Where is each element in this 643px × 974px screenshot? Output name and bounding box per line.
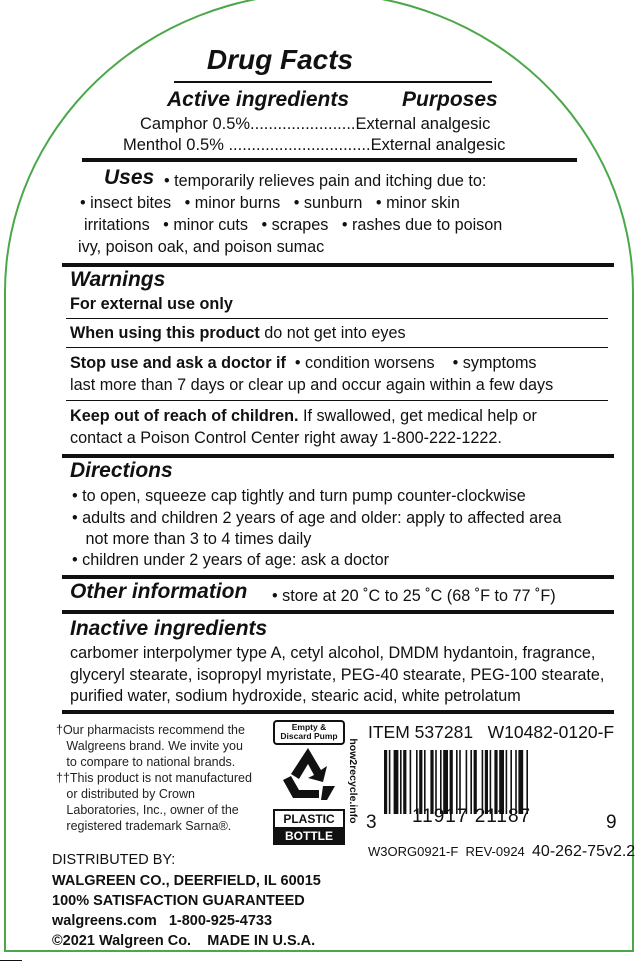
footnote-line: Laboratories, Inc., owner of the [56,803,239,817]
stop-use-text: • condition worsens • symptoms [285,354,537,372]
facts-bottom-rule [62,710,614,714]
purposes-heading: Purposes [402,88,498,111]
footnote-block [56,722,252,834]
footnote-line: to compare to national brands. [56,755,236,769]
stop-use-line-1 [70,353,537,375]
empty-discard-pump-box [273,720,345,745]
directions-top-rule [62,454,614,458]
warnings-heading: Warnings [70,268,166,291]
footnote-line: or distributed by Crown [56,787,195,801]
barcode-left-digit: 3 [366,812,377,833]
when-using-text: do not get into eyes [259,324,406,342]
inactive-heading: Inactive ingredients [70,617,268,640]
item-number: ITEM 537281 W10482-0120-F [368,722,615,742]
footnote-line: Walgreens brand. We invite you [56,739,243,753]
other-info-text: • store at 20 ˚C to 25 ˚C (68 ˚F to 77 ˚F) [272,587,556,605]
footnote-line: †Our pharmacists recommend the [56,723,245,737]
warnings-divider-3 [66,400,608,401]
stop-use-bold: Stop use and ask a doctor if [70,354,286,372]
discard-pump-label: Discard Pump [280,731,338,741]
cut-mark [0,960,22,961]
directions-line-2: • adults and children 2 years of age and older: apply to affected area [72,509,562,527]
keep-out-text: If swallowed, get medical help or [298,407,537,425]
uses-line-1: • temporarily relieves pain and itching due to: [164,172,487,190]
distributor-line-3: walgreens.com 1-800-925-4733 [52,913,273,929]
title-rule [174,81,492,83]
footnote-line: ††This product is not manufactured [56,771,252,785]
inactive-top-rule [62,610,614,614]
distributed-by-label: DISTRIBUTED BY: [52,852,176,868]
when-using [70,323,406,345]
keep-out-line-2: contact a Poison Control Center right away 1-800-222-1222. [70,429,502,447]
barcode-icon [384,750,598,814]
distributor-line-1: WALGREEN CO., DEERFIELD, IL 60015 [52,873,321,889]
uses-top-rule [82,158,577,162]
other-info-top-rule [62,575,614,579]
distributor-line-2: 100% SATISFACTION GUARANTEED [52,893,305,909]
recycle-icon [277,746,339,804]
keep-out-bold: Keep out of reach of children. [70,407,299,425]
uses-line-4: ivy, poison oak, and poison sumac [78,238,325,256]
bottle-label: BOTTLE [273,827,345,845]
external-use: For external use only [70,295,233,313]
how2recycle-text: how2recycle.info [347,738,359,824]
active-line-camphor: Camphor 0.5%.......................External analgesic [140,115,491,133]
inactive-line-2: glyceryl stearate, isopropyl myristate, PEG-40 stearate, PEG-100 stearate, [70,666,605,684]
directions-line-3: not more than 3 to 4 times daily [72,530,312,548]
empty-label: Empty & [291,722,327,732]
inactive-line-1: carbomer interpolymer type A, cetyl alcohol, DMDM hydantoin, fragrance, [70,644,596,662]
active-ingredients-heading: Active ingredients [167,88,350,111]
directions-line-4: • children under 2 years of age: ask a doctor [72,551,390,569]
directions-heading: Directions [70,459,173,482]
other-info-heading: Other information [70,580,248,603]
how2recycle-website [343,720,361,848]
barcode-digits: 11917 21187 [412,806,532,827]
directions-line-1: • to open, squeeze cap tightly and turn pump counter-clockwise [72,487,526,505]
keep-out-line-1 [70,406,537,428]
when-using-bold: When using this product [70,324,260,342]
inactive-line-3: purified water, sodium hydroxide, stearic acid, white petrolatum [70,687,521,705]
revision-codes [368,843,635,861]
recycle-label [273,720,343,846]
uses-line-2: • insect bites • minor burns • sunburn • minor skin [80,194,460,212]
warnings-divider-2 [66,347,608,348]
warnings-divider-1 [66,318,608,319]
active-line-menthol: Menthol 0.5% ...............................External analgesic [123,136,506,154]
uses-line-3: irritations • minor cuts • scrapes • rashes due to poison [84,216,503,234]
stop-use-line-2: last more than 7 days or clear up and occur again within a few days [70,376,554,394]
uses-heading: Uses [104,166,155,189]
barcode-right-digit: 9 [606,812,617,833]
drug-facts-title: Drug Facts [206,44,354,75]
warnings-top-rule [62,263,614,267]
footnote-line: registered trademark Sarna®. [56,819,232,833]
plastic-label: PLASTIC [273,809,345,829]
part-number: 40-262-75v2.2 [532,843,636,860]
revision-code-text: W3ORG0921-F REV-0924 [368,844,533,859]
distributor-line-4: ©2021 Walgreen Co. MADE IN U.S.A. [52,933,316,949]
